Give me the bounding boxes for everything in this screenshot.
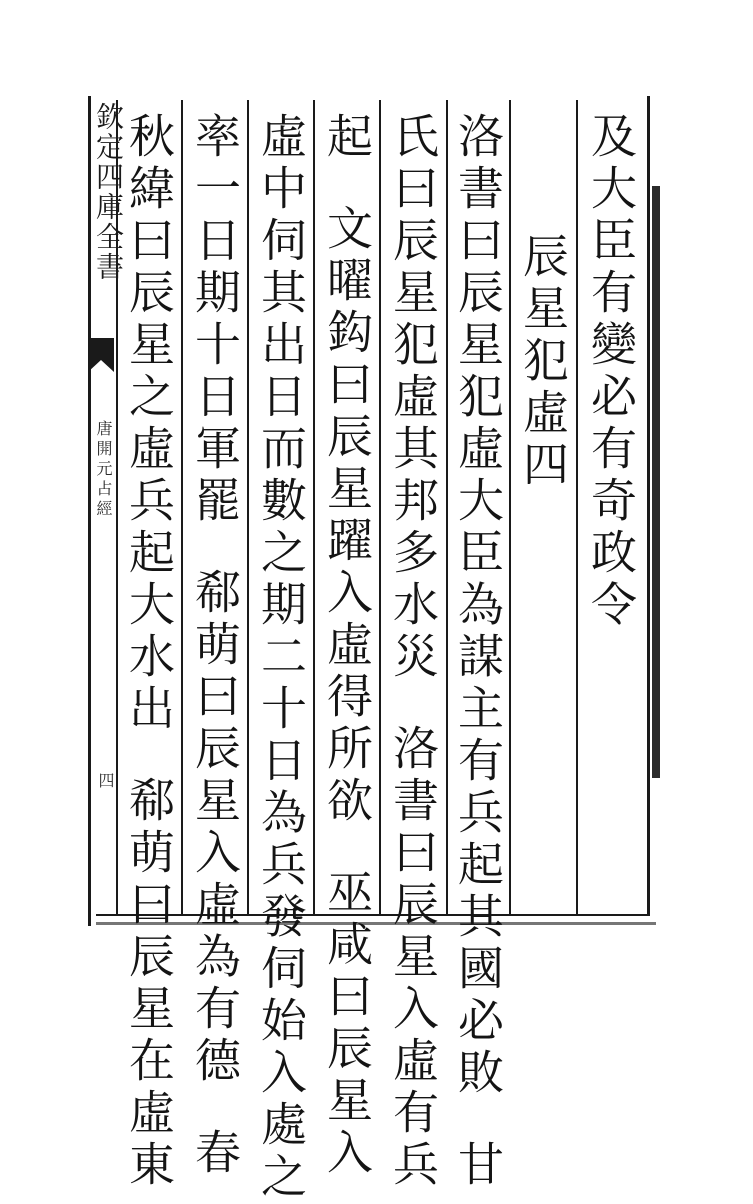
- column-text: 起: [320, 112, 374, 164]
- text-column-5: [320, 112, 374, 1180]
- column-text: 春: [188, 1128, 242, 1180]
- book-title: 欽定四庫全書: [92, 102, 125, 282]
- column-text: 率一日期十日軍罷: [188, 112, 242, 528]
- section-heading: 辰星犯虛四: [516, 232, 570, 492]
- column-text: 文曜鈎曰辰星躍入虛得所欲: [320, 204, 374, 828]
- column-text: 洛書曰辰星犯虛大臣為謀主有兵起其國必敗: [451, 112, 505, 1100]
- column-divider: [379, 100, 381, 914]
- column-divider: [313, 100, 315, 914]
- column-divider: [247, 100, 249, 914]
- column-text: 秋緯曰辰星之虛兵起大水出: [122, 112, 176, 736]
- frame-right-border: [647, 96, 650, 916]
- text-column-3: [451, 112, 505, 1192]
- column-text: 氏曰辰星犯虛其邦多水災: [386, 112, 440, 684]
- column-text: 虛中伺其出日而數之期二十日為兵發伺始入處之: [254, 112, 308, 1204]
- frame-bottom-edge: [96, 922, 656, 925]
- column-text: 甘: [451, 1140, 505, 1192]
- text-column-8: [122, 112, 176, 1192]
- text-column-7: [188, 112, 242, 1180]
- column-divider: [576, 100, 578, 914]
- text-column-1: [584, 112, 638, 632]
- text-column-2: [516, 232, 570, 492]
- fishtail-mark-icon: [88, 338, 114, 372]
- column-divider: [181, 100, 183, 914]
- column-text: 巫咸曰辰星入: [320, 868, 374, 1180]
- column-text: 及大臣有變必有奇政令: [584, 112, 638, 632]
- page-number: 四: [96, 772, 115, 788]
- binding-shadow: [652, 186, 660, 778]
- column-divider: [509, 100, 511, 914]
- text-column-4: [386, 112, 440, 1192]
- column-text: 郗萌曰辰星入虛為有德: [188, 568, 242, 1088]
- column-text: 洛書曰辰星入虛有兵: [386, 724, 440, 1192]
- column-text: 郗萌曰辰星在虛東: [122, 776, 176, 1192]
- section-title: 唐開元占經: [94, 420, 113, 520]
- text-column-6: [254, 112, 308, 1204]
- column-divider: [446, 100, 448, 914]
